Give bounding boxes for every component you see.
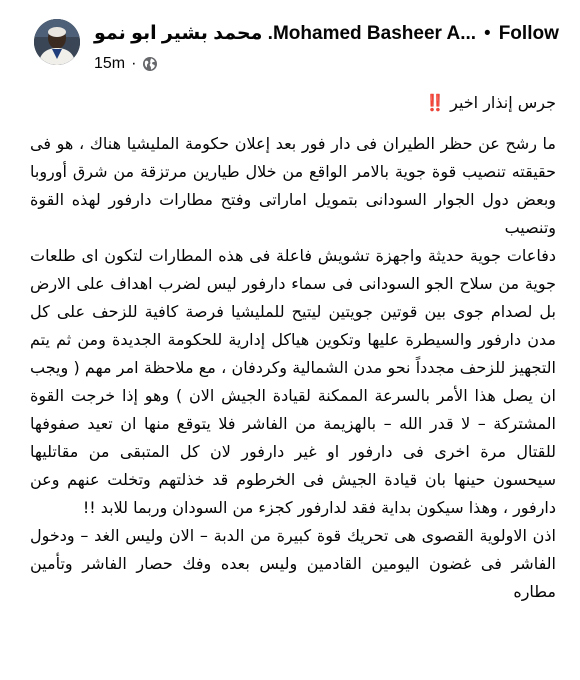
- double-exclamation-icon: ‼️: [425, 93, 446, 112]
- post-header: [34, 14, 559, 78]
- post-title-text: جرس إنذار اخير: [450, 93, 556, 112]
- author-name[interactable]: محمد بشير ابو نمو .Mohamed Basheer A...: [94, 23, 477, 44]
- post-paragraph-1: ما رشح عن حظر الطيران فى دار فور بعد إعلان حكومة المليشيا هناك ، هو فى حقيقته تنصيب قوة جوية بالامر الواقع من خلال طيارين مرتزقة من شرق أوروبا وبعض دول الجوار السودانى بتمويل اماراتى وفتح مطارات دارفور لهذه القوة وتنصيب: [30, 134, 556, 237]
- globe-icon: [142, 56, 158, 72]
- post-meta: [94, 54, 158, 74]
- avatar-photo: [34, 19, 80, 65]
- post-paragraph-3: اذن الاولوية القصوى هى تحريك قوة كبيرة من الدبة – الان وليس الغد – ودخول الفاشر فى غضون اليومين القادمين وليس بعده وفك حصار الفاشر وتأمين مطاره: [30, 526, 556, 601]
- post-paragraph-2: دفاعات جوية حديثة واجهزة تشويش فاعلة فى هذه المطارات لتكون اى طلعات جوية من سلاح الجو السودانى فى سماء دارفور ليس لضرب اهداف على الارض بل لصدام جوى بين قوتين جويتين ليتيح للمليشيا فرصة كافية للزحف على كل مدن دارفور والسيطرة عليها وتكوين هياكل إدارية للحكومة الجديدة ومن ثم يتم التجهيز للزحف مجدداً نحو مدن الشمالية وكردفان ، مع ملاحظة امر مهم ( ويجب ان يصل هذا الأمر بالسرعة الممكنة لقيادة الجيش الان ) وهو إذا خرجت القوة المشتركة – لا قدر الله – بالهزيمة من الفاشر فلا يتوقع منها ان تعيد صفوفها للقتال مرة اخرى فى دارفور او غير دارفور لان كل المتبقى من مقاتليها سيحسون حينها بان قيادة الجيش فى الخرطوم قد خذلتهم وتخلت عنهم وعن دارفور ، وهذا سيكون بداية فقد لدارفور كجزء من السودان وربما للابد !!: [30, 246, 556, 517]
- post-title: [30, 88, 556, 118]
- time-separator: ·: [131, 55, 137, 72]
- author-line: [94, 22, 559, 46]
- name-separator: •: [484, 23, 491, 44]
- post-time[interactable]: 15m: [94, 55, 126, 72]
- avatar[interactable]: [34, 19, 80, 65]
- follow-button[interactable]: Follow: [498, 23, 559, 44]
- post-body: [30, 88, 556, 606]
